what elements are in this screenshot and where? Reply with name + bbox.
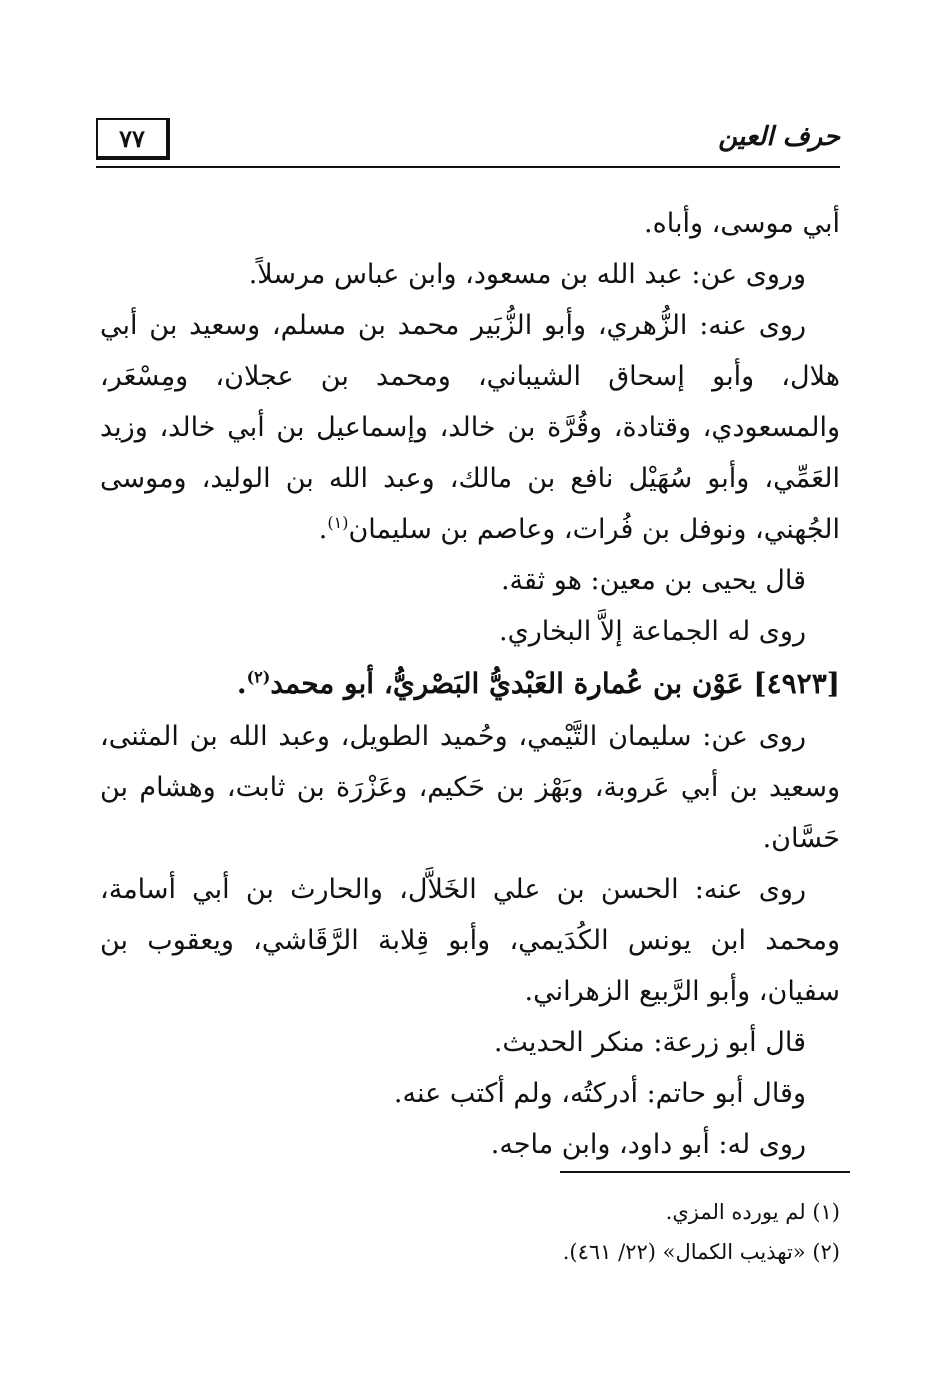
paragraph-text: روى عنه: الزُّهري، وأبو الزُّبَير محمد بن مسلم، وسعيد بن أبي هلال، وأبو إسحاق الشيباني، ومحمد بن عجلان، ومِسْعَر، والمسعودي، وقتادة، وقُرَّة بن خالد، وإسماعيل بن أبي خالد، وزيد العَمِّي، وأبو سُهَيْل نافع بن مالك، وعبد الله بن الوليد، وموسى الجُهني، ونوفل بن فُرات، وعاصم بن سليمان — [100, 310, 840, 545]
running-title: حرف العين — [718, 122, 840, 152]
paragraph: وقال أبو حاتم: أدركتُه، ولم أكتب عنه. — [393, 1078, 806, 1109]
header-rule — [96, 166, 840, 168]
paragraph: روى عن: سليمان التَّيْمي، وحُميد الطويل، وعبد الله بن المثنى، وسعيد بن أبي عَروبة، وبَهْز بن حَكيم، وعَزْرَة بن ثابت، وهشام بن حَسَّان. — [100, 721, 840, 854]
paragraph — [100, 300, 840, 555]
paragraph: روى عنه: الحسن بن علي الخَلاَّل، والحارث بن أبي أسامة، ومحمد ابن يونس الكُدَيمي، وأبو قِلابة الرَّقَاشي، ويعقوب بن سفيان، وأبو الرَّبيع الزهراني. — [100, 874, 840, 1007]
paragraph: روى له: أبو داود، وابن ماجه. — [490, 1129, 806, 1160]
paragraph: أبي موسى، وأباه. — [644, 208, 840, 239]
entry-heading-text: [٤٩٢٣] عَوْن بن عُمارة العَبْديُّ البَصْريُّ، أبو محمد — [270, 667, 840, 700]
footnote-ref-1: (١) — [327, 513, 349, 532]
paragraph: قال أبو زرعة: منكر الحديث. — [493, 1027, 806, 1058]
entry-heading — [100, 657, 840, 711]
footnotes — [100, 1192, 840, 1272]
footnote-ref-2: (٢) — [246, 667, 271, 687]
page-header — [96, 112, 840, 174]
page-number-box — [96, 118, 170, 160]
paragraph-end: . — [318, 514, 328, 545]
paragraph: وروى عن: عبد الله بن مسعود، وابن عباس مرسلاً. — [248, 259, 806, 290]
footnote-rule — [560, 1171, 850, 1173]
paragraph: قال يحيى بن معين: هو ثقة. — [500, 565, 806, 596]
page-number: ٧٧ — [119, 123, 145, 153]
footnote-2: (٢) «تهذيب الكمال» (٢٢/ ٤٦١). — [562, 1240, 840, 1264]
footnote-1: (١) لم يورده المزي. — [665, 1200, 840, 1224]
heading-end: . — [236, 667, 247, 700]
main-text — [100, 198, 840, 1170]
paragraph: روى له الجماعة إلاَّ البخاري. — [498, 616, 806, 647]
